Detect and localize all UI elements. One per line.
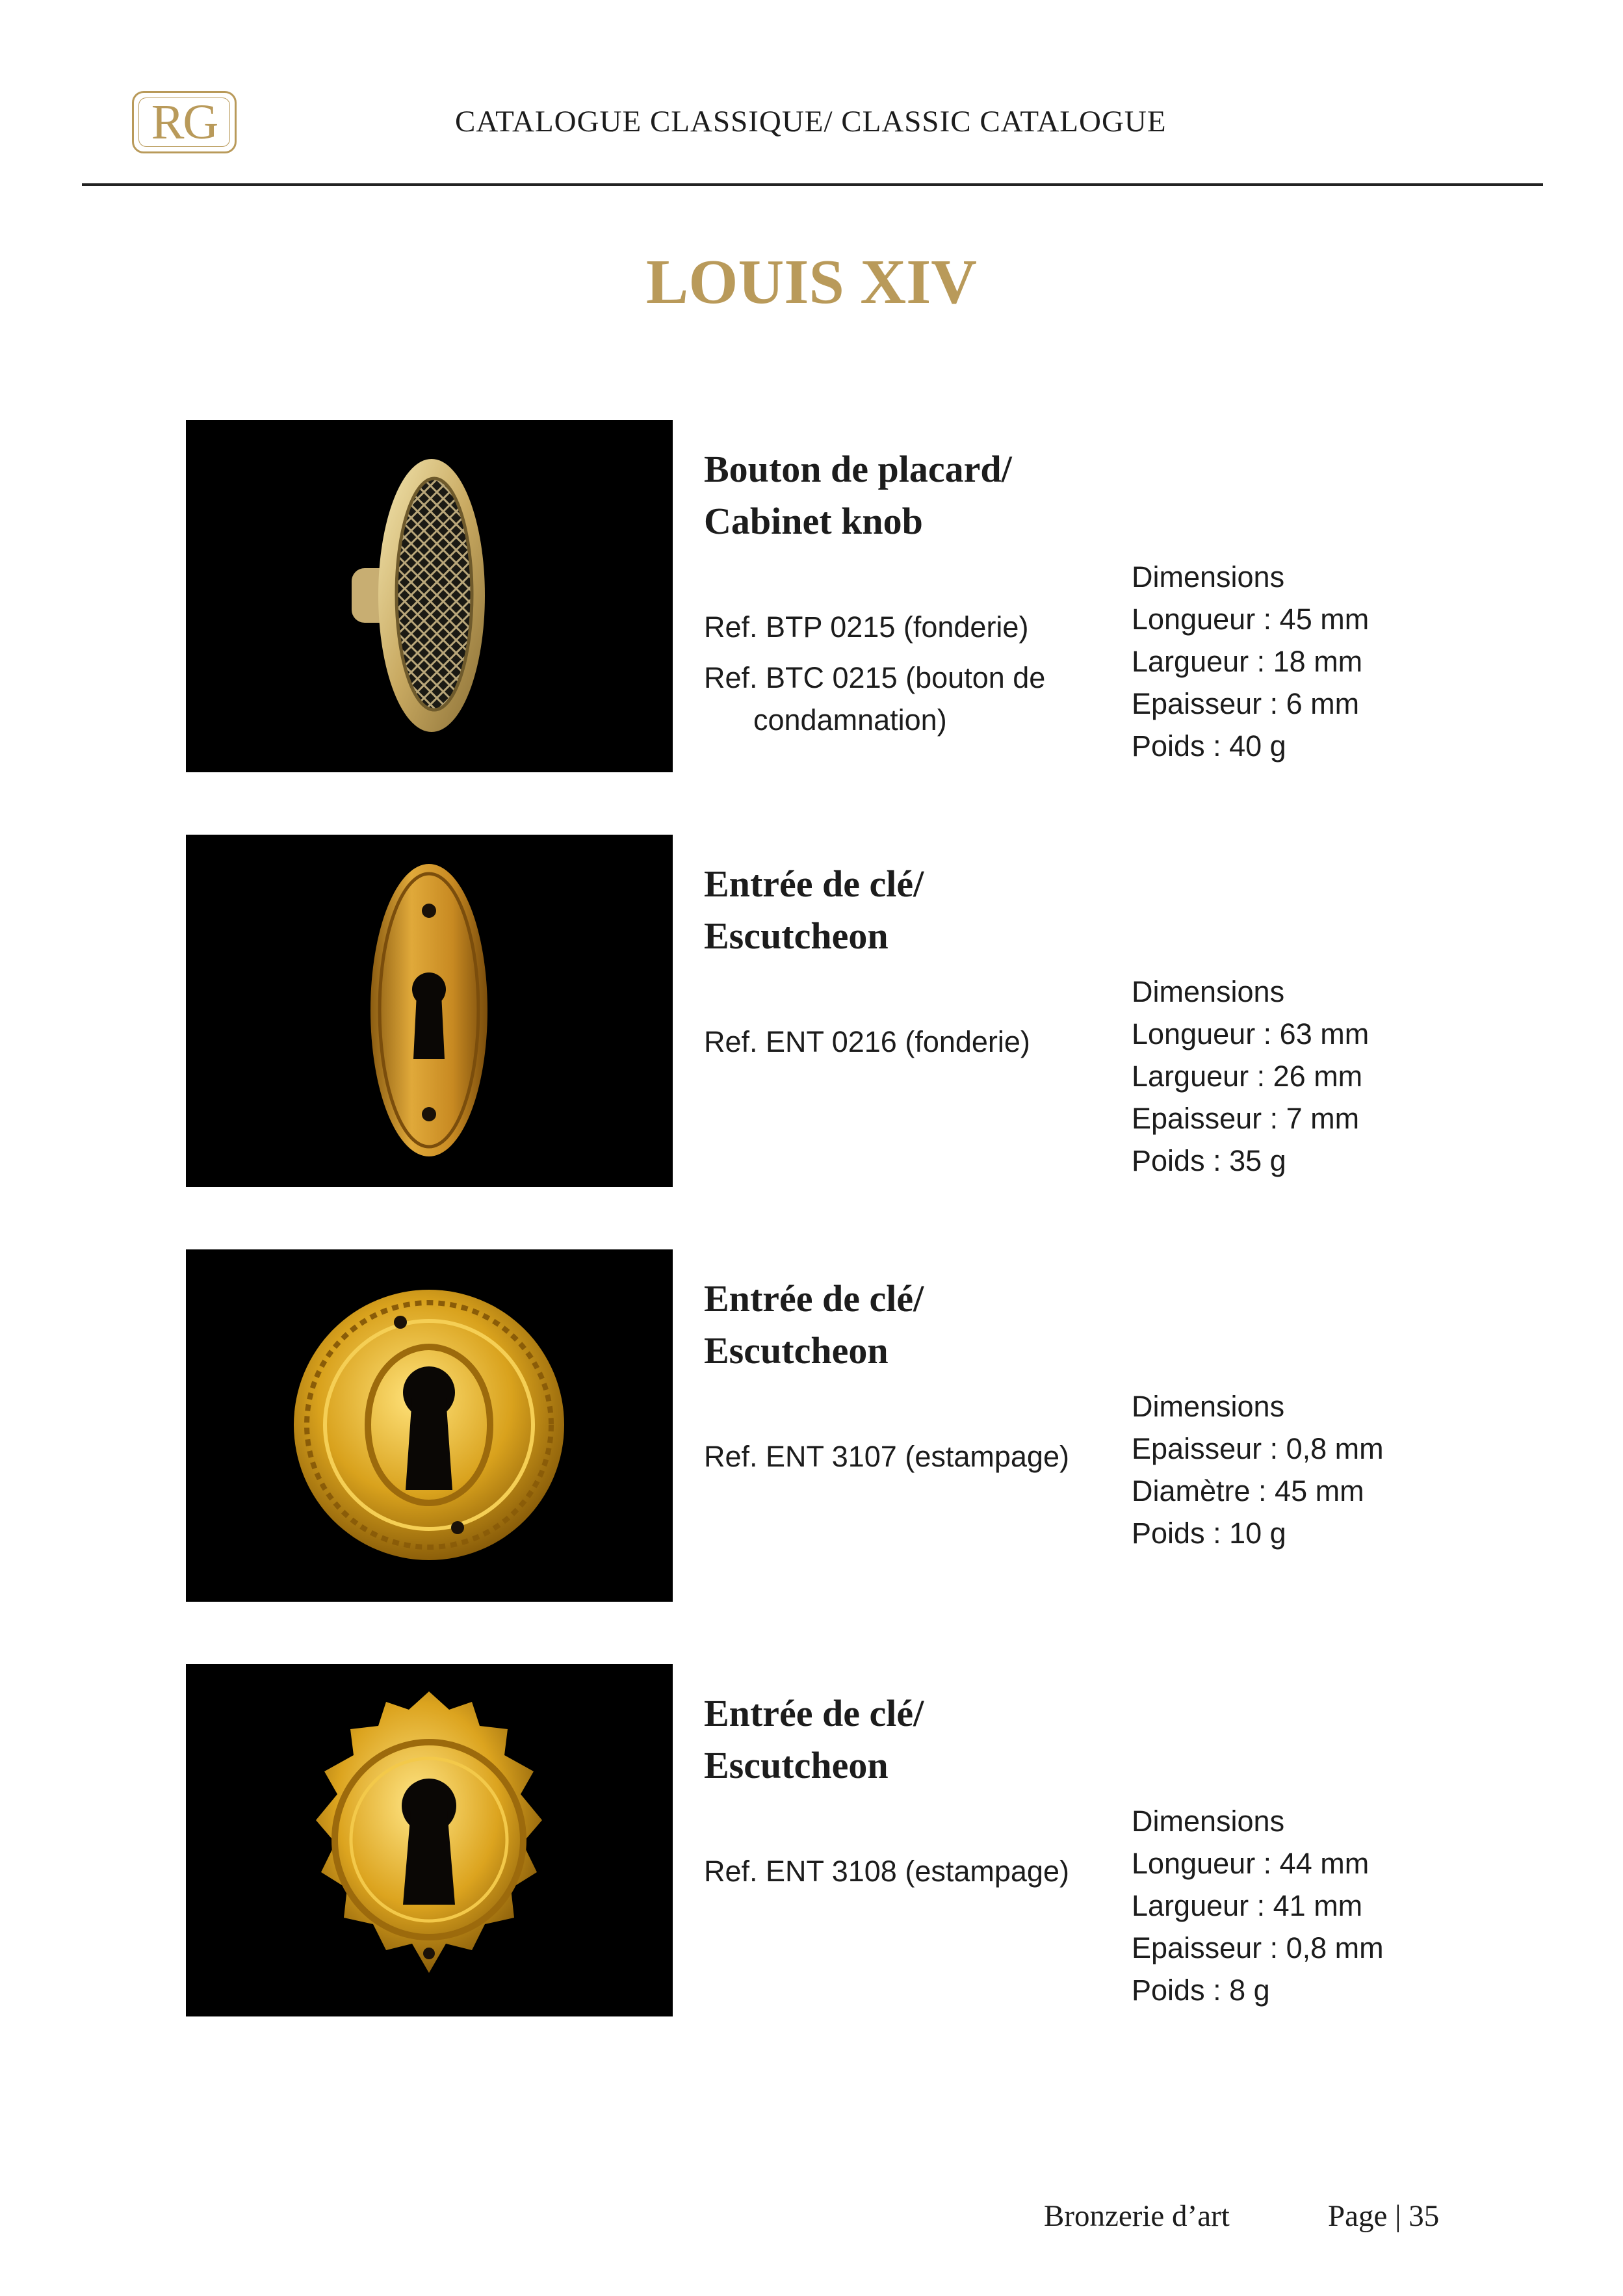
product-title-escutcheon-oval: [704, 858, 924, 962]
product-refs-escutcheon-round: [704, 1435, 1069, 1478]
product-photo-escutcheon-oval: [186, 835, 673, 1187]
product-photo-escutcheon-ornate: [186, 1664, 673, 2016]
dimension-value: Largueur : 41 mm: [1132, 1889, 1363, 1922]
dimensions-heading: Dimensions: [1132, 560, 1285, 594]
rg-logo: [132, 91, 237, 153]
dimension-value: Longueur : 44 mm: [1132, 1847, 1370, 1880]
header-divider: [82, 183, 1543, 186]
catalogue-title: CATALOGUE CLASSIQUE/ CLASSIC CATALOGUE: [455, 105, 1167, 138]
ornate-escutcheon-illustration: [186, 1664, 673, 2016]
product-photo-escutcheon-round: [186, 1249, 673, 1602]
product-dimensions-escutcheon-round: [1132, 1385, 1384, 1554]
product-title-line: Entrée de clé/: [704, 863, 924, 905]
product-title-line: Entrée de clé/: [704, 1277, 924, 1320]
dimension-value: Poids : 35 g: [1132, 1144, 1286, 1177]
product-title-line: Escutcheon: [704, 915, 889, 957]
page-title: LOUIS XIV: [645, 247, 978, 317]
dimension-value: Diamètre : 45 mm: [1132, 1474, 1364, 1507]
logo-text: RG: [151, 94, 218, 150]
product-dimensions-escutcheon-oval: [1132, 971, 1369, 1182]
logo-inner-border: [138, 98, 230, 147]
product-photo-cabinet-knob: [186, 420, 673, 772]
product-ref: Ref. ENT 3107 (estampage): [704, 1440, 1069, 1473]
footer-page-number: Page | 35: [1328, 2199, 1440, 2233]
product-ref: Ref. BTP 0215 (fonderie): [704, 610, 1029, 644]
product-title-escutcheon-ornate: [704, 1688, 924, 1792]
dimensions-heading: Dimensions: [1132, 1805, 1285, 1838]
dimension-value: Poids : 10 g: [1132, 1517, 1286, 1550]
product-dimensions-cabinet-knob: [1132, 556, 1369, 767]
dimensions-heading: Dimensions: [1132, 1390, 1285, 1423]
dimension-value: Longueur : 45 mm: [1132, 603, 1370, 636]
dimension-value: Largueur : 18 mm: [1132, 645, 1363, 678]
round-escutcheon-illustration: [186, 1249, 673, 1602]
product-title-line: Entrée de clé/: [704, 1692, 924, 1734]
dimension-value: Epaisseur : 0,8 mm: [1132, 1931, 1384, 1964]
product-title-escutcheon-round: [704, 1273, 924, 1377]
dimension-value: Longueur : 63 mm: [1132, 1017, 1370, 1050]
product-title-line: Cabinet knob: [704, 500, 923, 542]
dimension-value: Largueur : 26 mm: [1132, 1060, 1363, 1093]
product-refs-escutcheon-oval: [704, 1021, 1030, 1063]
cabinet-knob-illustration: [186, 420, 673, 772]
product-ref: Ref. ENT 3108 (estampage): [704, 1855, 1069, 1888]
product-title-line: Escutcheon: [704, 1744, 889, 1786]
product-title-line: Bouton de placard/: [704, 448, 1012, 490]
product-title-cabinet-knob: [704, 443, 1012, 547]
product-dimensions-escutcheon-ornate: [1132, 1800, 1384, 2011]
dimension-value: Epaisseur : 0,8 mm: [1132, 1432, 1384, 1465]
product-ref: Ref. BTC 0215 (bouton de: [704, 661, 1046, 694]
product-refs-cabinet-knob: [704, 606, 1045, 741]
dimension-value: Poids : 8 g: [1132, 1974, 1270, 2007]
product-ref-continued: condamnation): [753, 703, 947, 737]
product-ref: Ref. ENT 0216 (fonderie): [704, 1025, 1030, 1058]
footer-brand: Bronzerie d’art: [1044, 2199, 1230, 2233]
dimension-value: Poids : 40 g: [1132, 729, 1286, 763]
oval-escutcheon-illustration: [186, 835, 673, 1187]
dimension-value: Epaisseur : 6 mm: [1132, 687, 1360, 720]
dimension-value: Epaisseur : 7 mm: [1132, 1102, 1360, 1135]
dimensions-heading: Dimensions: [1132, 975, 1285, 1008]
product-title-line: Escutcheon: [704, 1329, 889, 1372]
product-refs-escutcheon-ornate: [704, 1850, 1069, 1892]
